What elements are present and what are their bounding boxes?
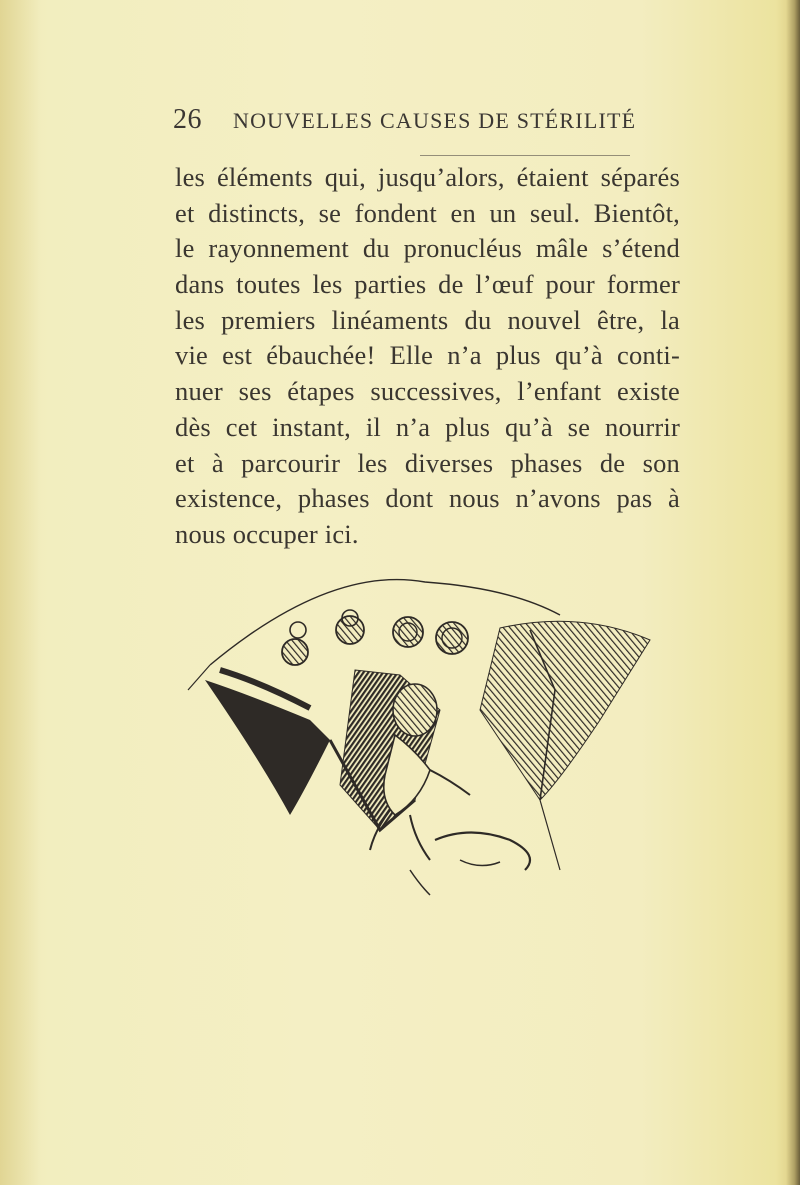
running-title: NOUVELLES CAUSES DE STÉRILITÉ xyxy=(233,108,637,133)
paper-stain xyxy=(0,0,40,1185)
text-line: le rayonnement du pronucléus mâle s’étend xyxy=(175,233,680,264)
running-head xyxy=(173,102,643,142)
swirl-tail xyxy=(435,833,530,871)
cherub-head xyxy=(393,684,437,736)
text-line: dès cet instant, il n’a plus qu’à se nourrir xyxy=(175,411,680,442)
text-line: existence, phases dont nous n’avons pas à xyxy=(175,483,680,514)
header-rule xyxy=(420,155,630,156)
text-line: dans toutes les parties de l’œuf pour former xyxy=(175,269,680,300)
fan-sector-left xyxy=(205,680,330,815)
text-line: et distincts, se fondent en un seul. Bientôt, xyxy=(175,197,680,228)
text-line: et à parcourir les diverses phases de son xyxy=(175,447,680,478)
text-line: nuer ses étapes successives, l’enfant existe xyxy=(175,376,680,407)
text-line: nous occuper ici. xyxy=(175,518,359,549)
fan-sector-right xyxy=(480,621,650,800)
page-edge-shadow xyxy=(786,0,800,1185)
text-line: les éléments qui, jusqu’alors, étaient séparés xyxy=(175,162,680,192)
text-line: vie est ébauchée! Elle n’a plus qu’à conti- xyxy=(175,340,680,371)
engraving-svg xyxy=(180,570,670,900)
cell-circles xyxy=(282,610,468,665)
engraving-fan-cherub-icon xyxy=(180,570,670,900)
body-paragraph xyxy=(175,160,680,553)
text-line: les premiers linéaments du nouvel être, la xyxy=(175,304,680,335)
page-number: 26 xyxy=(173,104,202,135)
